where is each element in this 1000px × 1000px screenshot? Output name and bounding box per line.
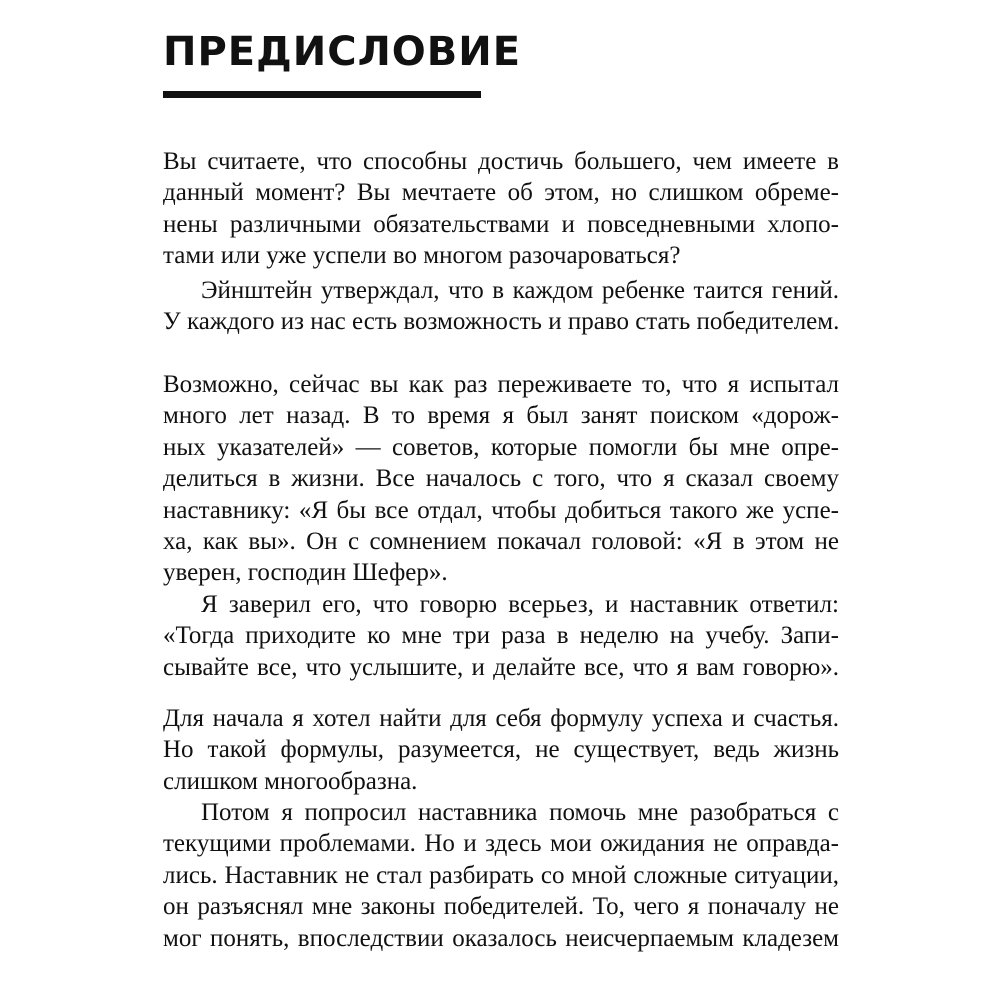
text-line: нены различными обязательствами и повседневными хлопо-: [163, 210, 839, 238]
text-line: наставнику: «Я бы все отдал, чтобы добиться такого же успе-: [163, 496, 839, 524]
paragraph-3: [163, 369, 839, 589]
text-line: лись. Наставник не стал разбирать со мной сложные ситуации,: [163, 861, 839, 889]
text-line: он разъяснял мне законы победителей. То, чего я поначалу не: [163, 893, 839, 921]
text-line: У каждого из нас есть возможность и право стать победителем.: [163, 308, 840, 336]
text-line: данный момент? Вы мечтаете об этом, но слишком обреме-: [163, 179, 839, 207]
text-line: Потом я попросил наставника помочь мне разобраться с: [201, 799, 839, 826]
paragraph-1: [163, 146, 839, 272]
title-underline: [163, 91, 481, 98]
text-line: «Тогда приходите ко мне три раза в неделю на учебу. Запи-: [163, 622, 839, 650]
paragraph-5: [163, 703, 839, 797]
text-line: мог понять, впоследствии оказалось неисчерпаемым кладезем: [163, 924, 839, 952]
text-line: текущими проблемами. Но и здесь мои ожидания не оправда-: [163, 830, 839, 858]
text-line: слишком многообразна.: [163, 767, 418, 795]
text-line: Эйнштейн утверждал, что в каждом ребенке таится гений.: [201, 277, 839, 304]
text-line: тами или уже успели во многом разочароваться?: [163, 242, 681, 270]
text-line: Для начала я хотел найти для себя формулу успеха и счастья.: [163, 705, 839, 732]
text-line: уверен, господин Шефер».: [163, 559, 448, 587]
text-line: сывайте все, что услышите, и делайте все, что я вам говорю».: [163, 653, 839, 681]
text-line: ных указателей» — советов, которые помогли бы мне опре-: [163, 433, 839, 461]
text-line: Но такой формулы, разумеется, не существует, ведь жизнь: [163, 736, 839, 764]
text-line: много лет назад. В то время я был занят поиском «дорож-: [163, 402, 839, 430]
paragraph-2: [163, 275, 839, 338]
page-title: ПРЕДИСЛОВИЕ: [163, 29, 522, 75]
text-line: делиться в жизни. Все началось с того, что я сказал своему: [163, 465, 839, 493]
text-line: Возможно, сейчас вы как раз переживаете то, что я испытал: [163, 371, 839, 398]
text-line: ха, как вы». Он с сомнением покачал головой: «Я в этом не: [163, 527, 839, 555]
paragraph-4: [163, 589, 839, 683]
text-line: Вы считаете, что способны достичь большего, чем имеете в: [163, 148, 839, 175]
text-line: Я заверил его, что говорю всерьез, и наставник ответил:: [201, 591, 839, 618]
paragraph-6: [163, 797, 839, 954]
